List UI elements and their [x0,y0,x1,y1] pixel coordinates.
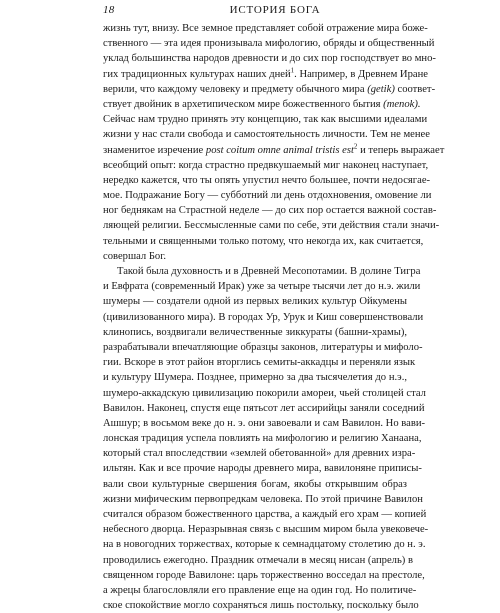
text-line [103,141,445,158]
text-fragment: соответ- [394,83,436,95]
text-line: небесного дворца. Неразрывная связь с высшим миром была увековече- [103,524,429,536]
footnote-mark: 2 [353,141,358,150]
text-fragment: . Например, в Древнем Иране [294,68,428,80]
text-line: клинопись, воздвигали величественные зиккураты (башни-храмы), [103,326,407,338]
text-line: жизнь тут, внизу. Все земное представляет собой отражение мира боже- [103,23,428,34]
text-line: считался образом божественного царства, а каждый его храм — копией [103,509,427,520]
running-head [103,4,407,16]
text-line: и Евфрата (современный Ирак) уже за четыре тысячи лет до н.э. жили [103,281,421,293]
text-line: проводились ежегодно. Праздник отмечали в месяц нисан (апрель) в [103,554,413,566]
text-line: жизни мифическим первопредкам человека. По этой причине Вавилон [103,493,423,505]
text-line: нередко кажется, что ты опять упустил нечто большее, почти недосягае- [103,174,431,186]
text-line: всеобщий опыт: когда страстно предвкушаемый миг наконец наступает, [103,159,429,171]
text-line: и культуру Шумера. Позднее, примерно за два тысячелетия до н.э., [103,372,407,384]
text-line: совершал Бог. [103,250,167,262]
running-title: ИСТОРИЯ БОГА [229,4,321,16]
italic-term: (getik) [367,83,395,95]
text-line: ское спокойствие могло сохраняться лишь постольку, поскольку было [103,600,419,612]
text-line: лонская традиция успела повлиять на мифологию и религию Ханаана, [103,433,422,445]
latin-quote: post coitum omne animal tristis est [205,144,354,156]
text-line: Сейчас нам трудно принять эту концепцию, так как высшими идеалами [103,114,428,126]
text-line: а жрецы благословляли его правление еще на один год. Но политиче- [103,584,417,596]
text-line: жизни у нас стали свобода и самостоятельность личности. Тем не менее [103,129,430,141]
text-line: Такой была духовность и в Древней Месопотамии. В долине Тигра [117,266,421,277]
text-line: шумеро-аккадскую цивилизацию покорили амореи, чьей столицей стал [103,387,426,399]
text-line: на в новогодних торжествах, которые к семнадцатому столетию до н. э. [103,539,426,551]
text-fragment: ствует двойник в архетипическом мире божественного бытия [103,98,381,110]
text-line: Ашшур; в восьмом веке до н. э. они завоевали и сам Вавилон. Но вави- [103,417,426,429]
text-fragment: знаменитое изречение [103,144,204,156]
text-line [103,82,436,97]
text-line: шумеры — создатели одной из первых великих культур Ойкумены [103,296,407,308]
text-line: мое. Подражание Богу — субботний ли день отдохновения, омовение ли [103,190,432,202]
text-line: ственного — эта идея пронизывала мифологию, обряды и общественный [103,38,435,50]
text-line: священном городе Вавилоне: царь торжественно восседал на престоле, [103,569,425,581]
text-line: который стал впоследствии «землей обетованной» для древних изра- [103,448,416,460]
italic-term: (menok). [383,98,421,110]
text-line: вали свои культурные свершения богам, якобы открывшим образ [103,478,407,490]
text-line: ляющей религии. Бессмысленные сами по себе, эти действия стали значи- [103,220,440,232]
text-line: уклад большинства народов древности и до сих пор господствует во мно- [103,53,436,65]
text-line: ильтян. Как и все прочие народы древнего мира, вавилоняне приписы- [103,463,422,475]
text-fragment: верили, что каждому человеку и предмету обычного мира [103,83,365,95]
text-line: ног беднякам на Страстной неделе — до сих пор остается важной состав- [103,205,437,217]
text-line: тельными и священными только потому, что некогда их, как считается, [103,235,424,247]
text-line: разрабатывали впечатляющие образцы законов, литературы и мифоло- [103,341,423,353]
text-line: (цивилизованного мира). В городах Ур, Урук и Киш совершенствовали [103,311,424,323]
text-fragment: и теперь выражает [357,144,445,156]
footnote-mark: 1 [290,66,295,75]
body-text [103,21,445,613]
text-line [103,66,428,82]
text-fragment: гих традиционных культурах наших дней [103,68,291,80]
page-number: 18 [103,4,115,16]
text-line: гии. Вскоре в этот район вторглись семиты-аккадцы и переняли язык [103,357,416,369]
text-line: Вавилон. Наконец, спустя еще пятьсот лет ассирийцы заняли соседний [103,402,425,414]
text-line [103,97,421,112]
